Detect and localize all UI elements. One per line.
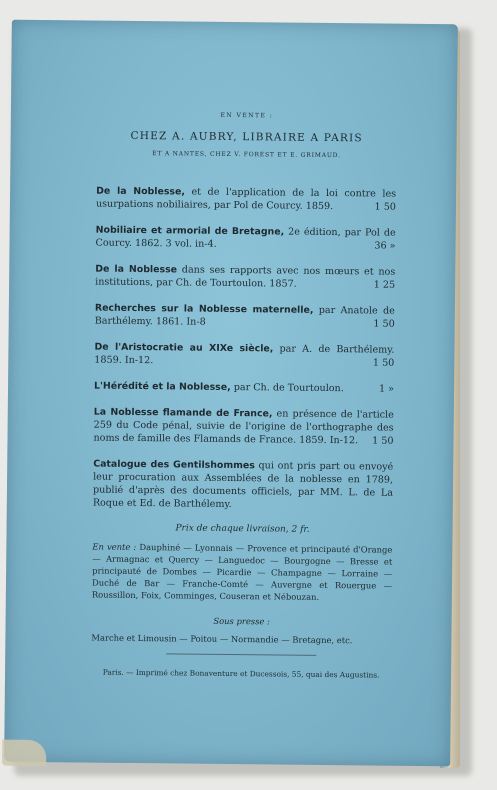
entry-text: en présence de l'article 259 du Code pénal, suivie de l'origine de l'orthographe des noms de famille des Flamands de France. 1859. In-12. <box>93 408 394 447</box>
list-item <box>95 302 395 331</box>
list-item <box>95 224 395 253</box>
en-vente-label: En vente : <box>92 541 137 553</box>
list-item <box>94 341 394 370</box>
entry-text: par A. de Barthélemy. 1859. In-12. <box>94 343 395 367</box>
entry-price: 1 50 <box>372 435 394 447</box>
entry-price: 36 » <box>374 240 396 252</box>
en-vente-heading: EN VENTE : <box>220 111 274 120</box>
list-item <box>96 185 396 214</box>
entry-text: par Ch. de Tourtoulon. <box>230 381 344 395</box>
prix-livraison: Prix de chaque livraison, 2 fr. <box>175 523 310 535</box>
entry-price: 1 50 <box>374 201 397 213</box>
sous-presse-text: Marche et Limousin — Poitou — Normandie — Bretagne, etc. <box>91 632 353 646</box>
en-vente-text: Dauphiné — Lyonnais — Provence et principauté d'Orange — Armagnac et Quercy — Languedoc — Bourgogne — Bresse et principauté de Dombes — Picardie — Champagne — Lorraine — Duché de Bar — Franche-Comté — Auvergne et Rouergue — Roussillon, Foix, Comminges, Couseran et Nébouzan. <box>91 542 393 602</box>
entry-title: L'Hérédité et la Noblesse, <box>94 380 231 393</box>
entry-text: 2e édition, par Pol de Courcy. 1862. 3 vol. in-4. <box>95 226 396 250</box>
entry-title: De la Noblesse <box>95 263 178 276</box>
entry-price: 1 50 <box>373 318 395 330</box>
publisher-line: CHEZ A. AUBRY, LIBRAIRE A PARIS <box>130 129 363 145</box>
entry-title: De la Noblesse, <box>96 185 186 198</box>
list-item <box>95 263 395 292</box>
divider <box>166 653 316 656</box>
sous-presse-heading: Sous presse : <box>213 615 270 627</box>
cover-text <box>91 111 397 680</box>
entry-title: De l'Aristocratie au XIXe siècle, <box>94 341 274 355</box>
entry-text: dans ses rapports avec nos mœurs et nos institutions, par Ch. de Tourtoulon. 1857. <box>95 264 396 290</box>
en-vente-provinces <box>92 541 393 604</box>
entry-title: Nobiliaire et armorial de Bretagne, <box>95 224 285 238</box>
book-back-cover <box>4 20 458 767</box>
worn-corner <box>2 740 46 766</box>
entry-title: Catalogue des Gentilshommes <box>93 458 255 472</box>
entry-price: 1 » <box>378 383 395 395</box>
list-item <box>93 406 393 448</box>
nantes-line: ET A NANTES, CHEZ V. FOREST ET E. GRIMAUD. <box>152 150 341 160</box>
list-item <box>94 380 394 396</box>
list-item <box>93 458 394 513</box>
entry-title: La Noblesse flamande de France, <box>93 406 273 420</box>
printer-imprint: Paris. — Imprimé chez Bonaventure et Ducessois, 55, quai des Augustins. <box>102 667 380 680</box>
entry-text: par Anatole de Barthélemy. 1861. In-8 <box>94 304 395 328</box>
entry-price: 1 25 <box>373 279 396 291</box>
entry-title: Recherches sur la Noblesse maternelle, <box>94 302 314 316</box>
entry-text: et de l'application de la loi contre les usurpations nobiliaires, par Pol de Courcy. 1859. <box>95 186 397 213</box>
entry-text: qui ont pris part ou envoyé leur procuration aux Assemblées de la noblesse en 1789, publié d'après des documents officiels, par MM. L. de La Roque et Ed. de Barthélemy. <box>92 460 394 511</box>
entry-price: 1 50 <box>372 357 395 369</box>
